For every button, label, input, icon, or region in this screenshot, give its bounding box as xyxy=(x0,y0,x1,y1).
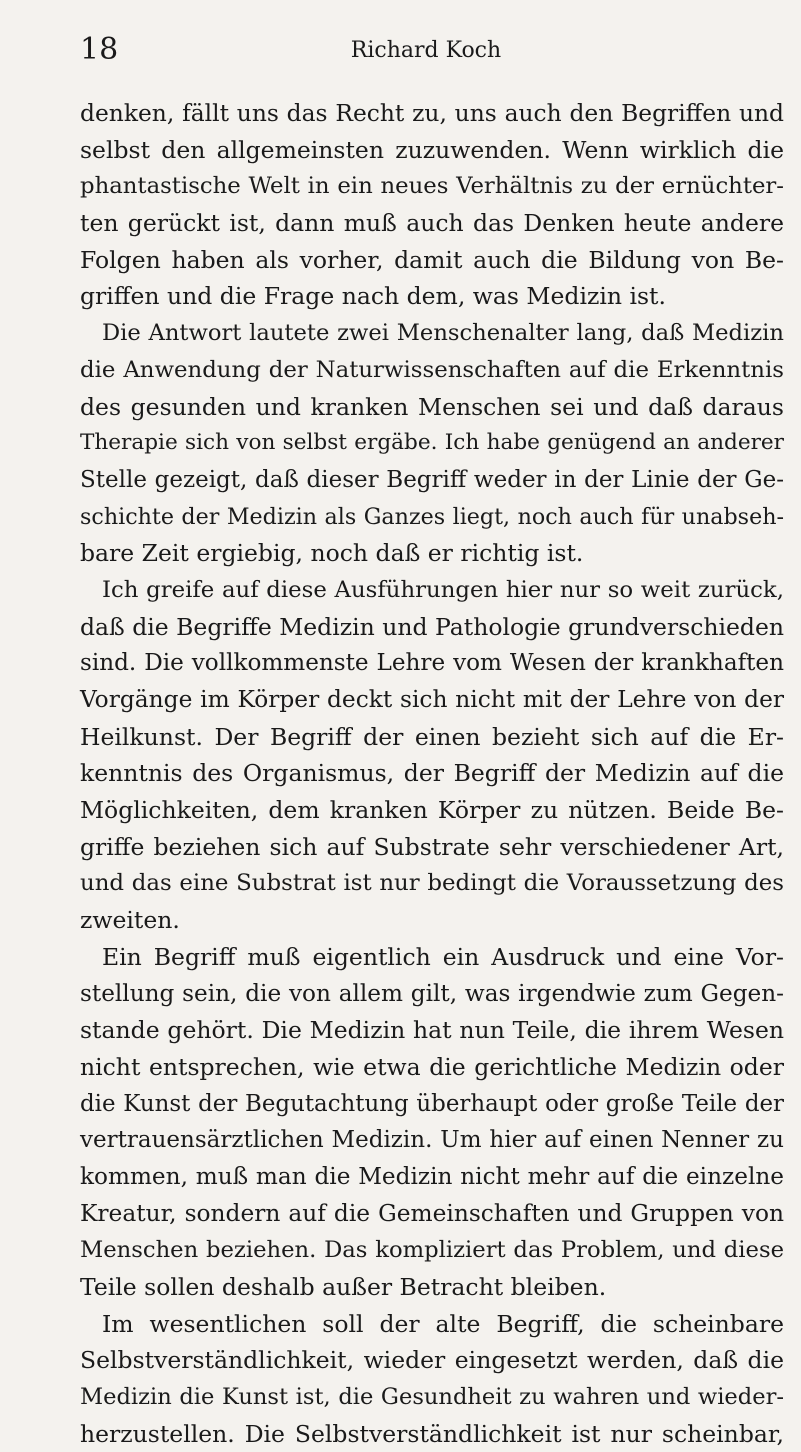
running-head: Richard Koch xyxy=(350,38,502,63)
text-line: kenntnis des Organismus, der Begriff der Medizin auf die xyxy=(80,759,784,788)
text-line: Therapie sich von selbst ergäbe. Ich habe genügend an anderer xyxy=(80,430,784,456)
text-line: Teile sollen deshalb außer Betracht bleiben. xyxy=(80,1273,607,1301)
text-line: Selbstverständlichkeit, wieder eingesetzt werden, daß die xyxy=(80,1346,784,1375)
text-line: Ein Begriff muß eigentlich ein Ausdruck und eine Vor- xyxy=(102,942,784,971)
body-text xyxy=(80,95,784,1452)
page-header xyxy=(66,30,786,70)
text-line: Heilkunst. Der Begriff der einen bezieht sich auf die Er- xyxy=(80,722,784,751)
text-line: kommen, muß man die Medizin nicht mehr auf die einzelne xyxy=(80,1162,784,1190)
text-line: schichte der Medizin als Ganzes liegt, noch auch für unabseh- xyxy=(80,503,784,530)
text-line: Menschen beziehen. Das kompliziert das Problem, und diese xyxy=(80,1237,784,1264)
text-line: die Kunst der Begutachtung überhaupt oder große Teile der xyxy=(80,1090,784,1117)
text-line: Kreatur, sondern auf die Gemeinschaften und Gruppen von xyxy=(80,1199,784,1227)
page-number: 18 xyxy=(80,32,119,67)
text-line: des gesunden und kranken Menschen sei und daß daraus xyxy=(80,392,784,421)
text-line: Möglichkeiten, dem kranken Körper zu nützen. Beide Be- xyxy=(80,796,784,825)
text-line: herzustellen. Die Selbstverständlichkeit ist nur scheinbar, xyxy=(80,1419,784,1448)
text-line: Ich greife auf diese Ausführungen hier nur so weit zurück, xyxy=(102,576,784,603)
text-line: Folgen haben als vorher, damit auch die Bildung von Be- xyxy=(80,245,784,274)
text-line: zweiten. xyxy=(80,906,180,935)
text-line: phantastische Welt in ein neues Verhältnis zu der ernüchter- xyxy=(80,173,784,200)
text-line: sind. Die vollkommenste Lehre vom Wesen der krankhaften xyxy=(80,650,784,677)
text-line: vertrauensärztlichen Medizin. Um hier auf einen Nenner zu xyxy=(80,1127,784,1154)
text-line: griffe beziehen sich auf Substrate sehr verschiedener Art, xyxy=(80,832,784,861)
text-line: denken, fällt uns das Recht zu, uns auch den Begriffen und xyxy=(80,99,784,127)
text-line: Die Antwort lautete zwei Menschenalter lang, daß Medizin xyxy=(102,320,784,347)
text-line: ten gerückt ist, dann muß auch das Denken heute andere xyxy=(80,209,784,238)
text-line: Im wesentlichen soll der alte Begriff, die scheinbare xyxy=(102,1309,784,1338)
text-line: Medizin die Kunst ist, die Gesundheit zu wahren und wieder- xyxy=(80,1384,784,1411)
text-line: und das eine Substrat ist nur bedingt die Voraussetzung des xyxy=(80,870,784,897)
text-line: griffen und die Frage nach dem, was Medizin ist. xyxy=(80,282,666,311)
text-line: stellung sein, die von allem gilt, was irgendwie zum Gegen- xyxy=(80,979,784,1007)
text-line: nicht entsprechen, wie etwa die gerichtliche Medizin oder xyxy=(80,1052,784,1081)
text-line: stande gehört. Die Medizin hat nun Teile, die ihrem Wesen xyxy=(80,1016,784,1045)
text-line: die Anwendung der Naturwissenschaften auf die Erkenntnis xyxy=(80,356,784,383)
text-line: Vorgänge im Körper deckt sich nicht mit der Lehre von der xyxy=(80,686,784,713)
text-line: bare Zeit ergiebig, noch daß er richtig ist. xyxy=(80,539,584,568)
text-line: daß die Begriffe Medizin und Pathologie grundverschieden xyxy=(80,612,784,641)
text-line: Stelle gezeigt, daß dieser Begriff weder in der Linie der Ge- xyxy=(80,466,784,493)
text-line: selbst den allgemeinsten zuzuwenden. Wenn wirklich die xyxy=(80,135,784,164)
